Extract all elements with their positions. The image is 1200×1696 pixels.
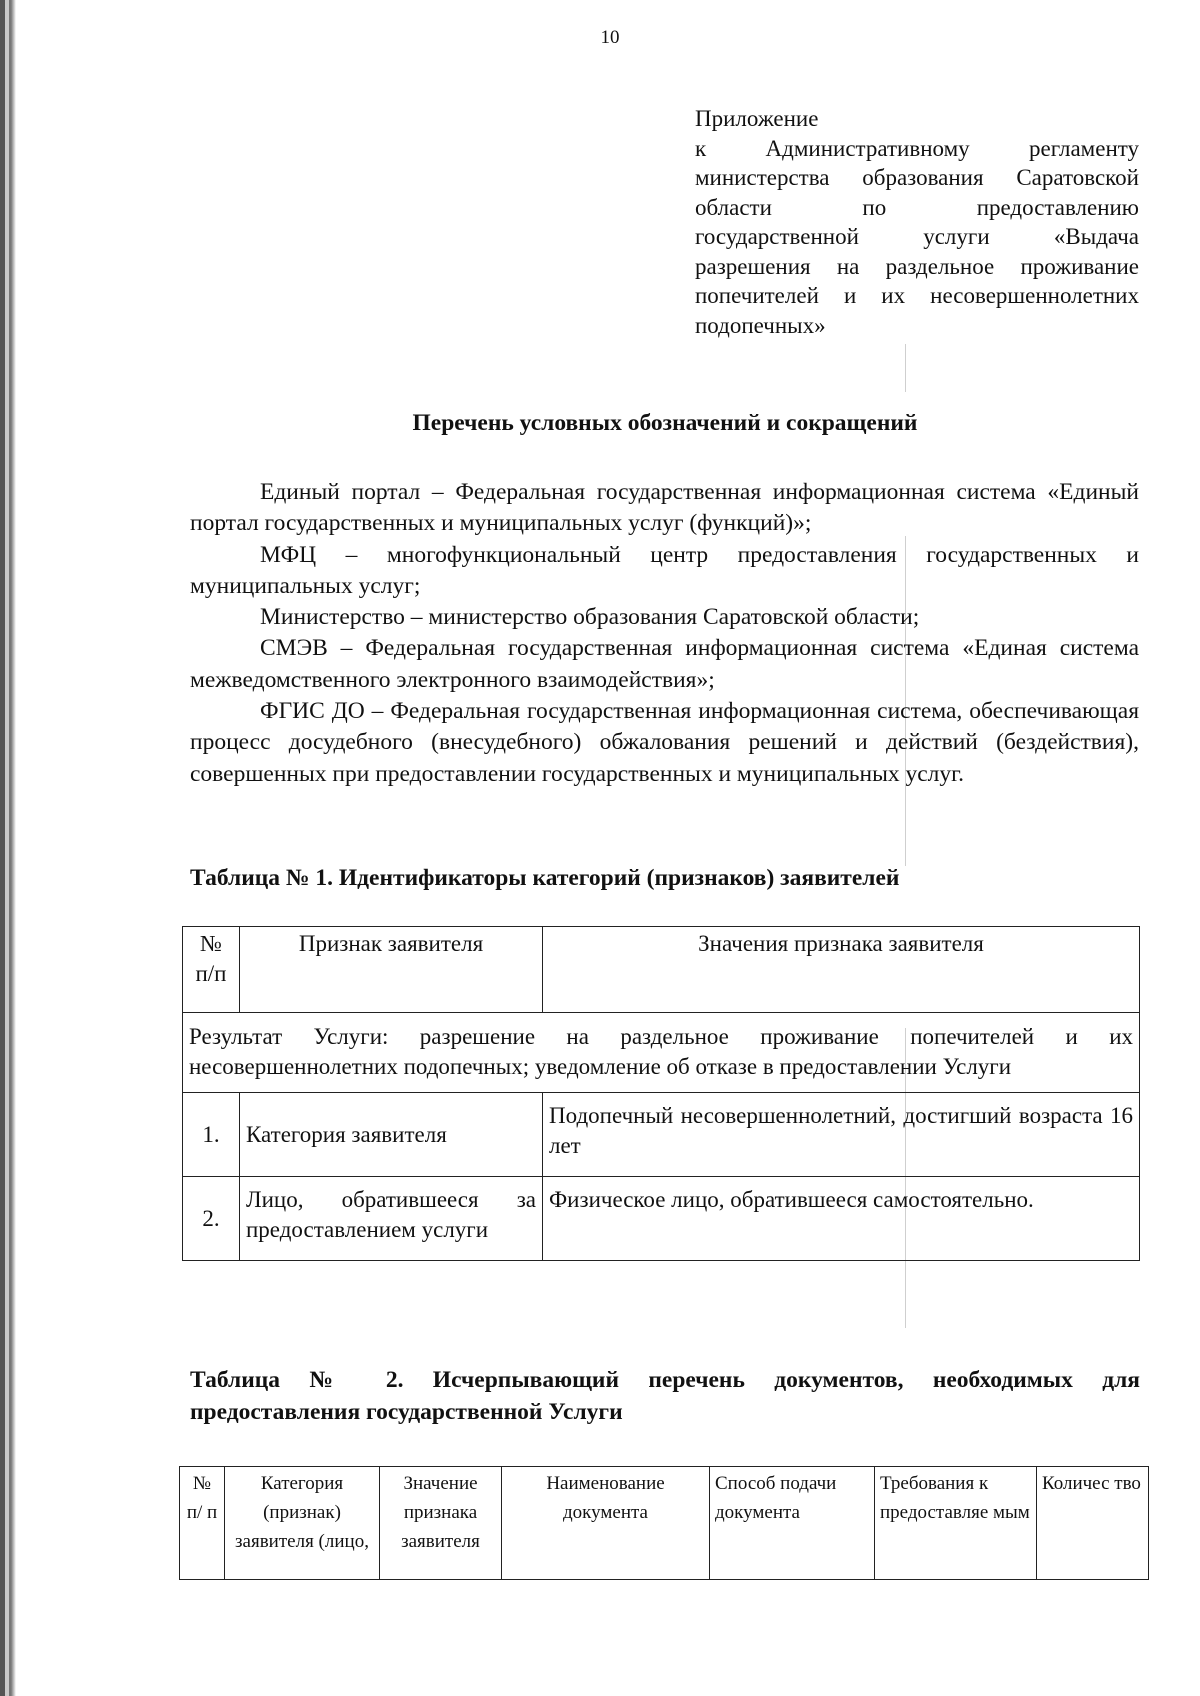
header-cell-number: № п/п [183, 927, 240, 1013]
header-cell-sign-value: Значение признака заявителя [380, 1467, 502, 1580]
header-cell-requirements: Требования к предоставляе мым [875, 1467, 1037, 1580]
row-value: Подопечный несовершеннолетний, достигший возраста 16 лет [543, 1093, 1140, 1177]
row-number: 2. [183, 1177, 240, 1261]
definition-item: МФЦ – многофункциональный центр предоставления государственных и муниципальных услуг; [190, 541, 1139, 599]
scan-edge [0, 0, 16, 1696]
row-sign: Лицо, обратившееся за предоставлением услуги [240, 1177, 543, 1261]
header-cell-document-name: Наименование документа [502, 1467, 710, 1580]
table-result-row [183, 1013, 1140, 1093]
appendix-line: министерства образования Саратовской [695, 165, 1139, 190]
appendix-line: государственной услуги «Выдача [695, 224, 1139, 249]
header-cell-value: Значения признака заявителя [543, 927, 1140, 1013]
table-header-row [183, 927, 1140, 1013]
section-heading: Перечень условных обозначений и сокращений [412, 410, 918, 436]
table2-title-line: предоставления государственной Услуги [190, 1399, 623, 1425]
appendix-line: области по предоставлению [695, 194, 1139, 220]
table2-title [190, 1364, 1140, 1428]
page-number: 10 [600, 27, 620, 48]
definitions-list [190, 477, 1139, 790]
table2-title-line: Таблица № 2. Исчерпывающий перечень документов, необходимых для [190, 1367, 1140, 1393]
row-number: 1. [183, 1093, 240, 1177]
row-value: Физическое лицо, обратившееся самостоятельно. [543, 1177, 1140, 1261]
header-cell-category: Категория (признак) заявителя (лицо, [225, 1467, 380, 1580]
appendix-line: разрешения на раздельное проживание [695, 253, 1139, 279]
header-cell-sign: Признак заявителя [240, 927, 543, 1013]
table-header-row [180, 1467, 1149, 1580]
row-sign: Категория заявителя [240, 1093, 543, 1177]
table-row [183, 1177, 1140, 1261]
appendix-line: к Административному регламенту [695, 135, 1139, 161]
appendix-line: подопечных» [695, 312, 826, 338]
result-cell: Результат Услуги: разрешение на раздельное проживание попечителей и их несовершеннолетних подопечных; уведомление об отказе в предоставлении Услуги [183, 1013, 1140, 1093]
header-cell-submission-method: Способ подачи документа [710, 1467, 875, 1580]
header-cell-quantity: Количес тво [1037, 1467, 1149, 1580]
header-cell-number: № п/ п [180, 1467, 225, 1580]
definition-item: ФГИС ДО – Федеральная государственная информационная система, обеспечивающая процесс досудебного (внесудебного) обжалования решений и действий (бездействия), совершенных при предоставлении государственных и муниципальных услуг. [190, 698, 1139, 787]
definition-item: Министерство – министерство образования Саратовской области; [260, 604, 920, 631]
appendix-block [695, 104, 1139, 340]
definition-item: Единый портал – Федеральная государственная информационная система «Единый портал государственных и муниципальных услуг (функций)»; [190, 479, 1139, 537]
scan-artifact-line [905, 344, 906, 392]
appendix-line: Приложение [695, 106, 819, 131]
definition-item: СМЭВ – Федеральная государственная информационная система «Единая система межведомственного электронного взаимодействия»; [190, 635, 1139, 693]
appendix-line: попечителей и их несовершеннолетних [695, 283, 1139, 308]
table-required-documents [179, 1466, 1149, 1580]
table-applicant-categories [182, 926, 1140, 1261]
table1-title: Таблица № 1. Идентификаторы категорий (признаков) заявителей [190, 865, 900, 891]
table-row [183, 1093, 1140, 1177]
